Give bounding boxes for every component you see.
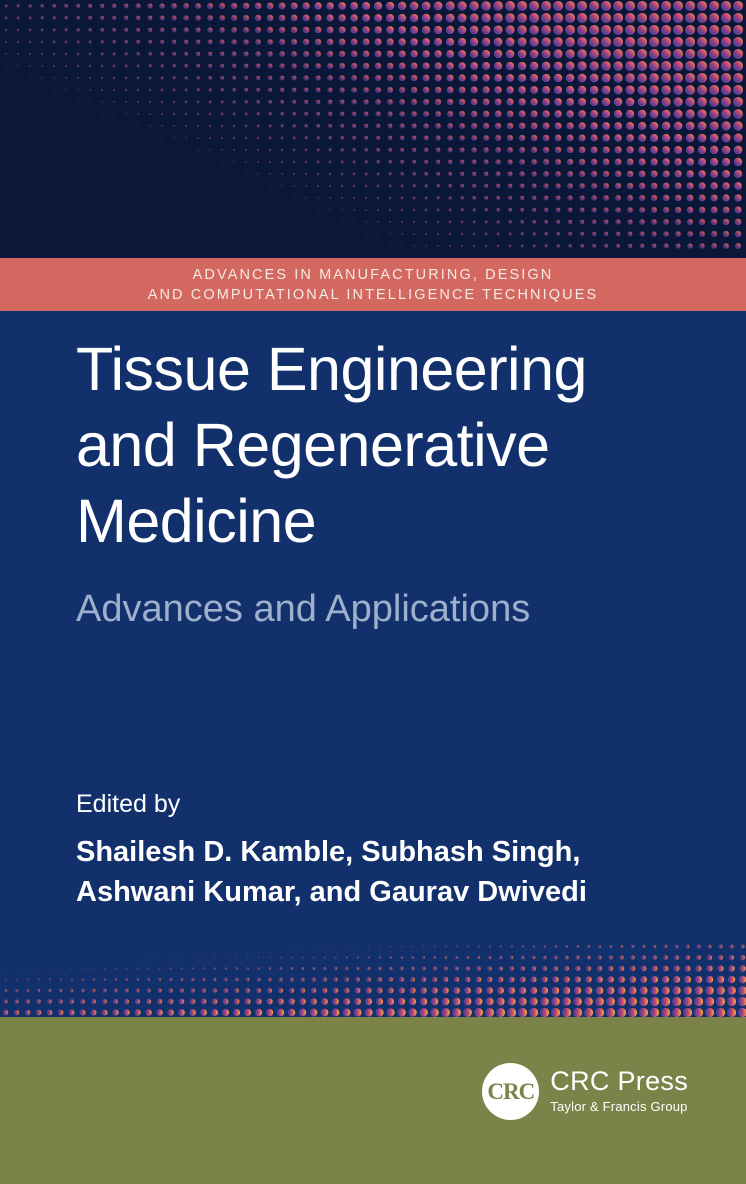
publisher-wordmark: [550, 1067, 688, 1116]
bottom-dot-pattern-band: [0, 941, 746, 1017]
series-title-line-1: ADVANCES IN MANUFACTURING, DESIGN: [192, 266, 554, 283]
editors-block: [76, 788, 696, 912]
book-subtitle: Advances and Applications: [76, 588, 531, 630]
top-dot-pattern-graphic: [0, 0, 746, 258]
publisher-group: Taylor & Francis Group: [550, 1099, 688, 1114]
book-title: Tissue Engineering and Regenerative Medicine: [76, 335, 587, 555]
cover-main-panel: [0, 311, 746, 941]
edited-by-label: Edited by: [76, 790, 181, 818]
bottom-dot-pattern-graphic: [0, 941, 746, 1017]
series-title-strip: [0, 258, 746, 311]
top-dot-pattern-band: [0, 0, 746, 258]
crc-circle-icon: [482, 1063, 539, 1120]
editor-names-line-1: Shailesh D. Kamble, Subhash Singh,: [76, 836, 581, 868]
publisher-logo: [482, 1063, 688, 1120]
crc-mark-text: CRC: [487, 1078, 535, 1104]
series-title-line-2: AND COMPUTATIONAL INTELLIGENCE TECHNIQUES: [147, 286, 599, 303]
cover-footer: [0, 1017, 746, 1184]
publisher-name: CRC Press: [550, 1066, 688, 1096]
editor-names-line-2: Ashwani Kumar, and Gaurav Dwivedi: [76, 876, 587, 908]
title-block: [76, 331, 696, 633]
